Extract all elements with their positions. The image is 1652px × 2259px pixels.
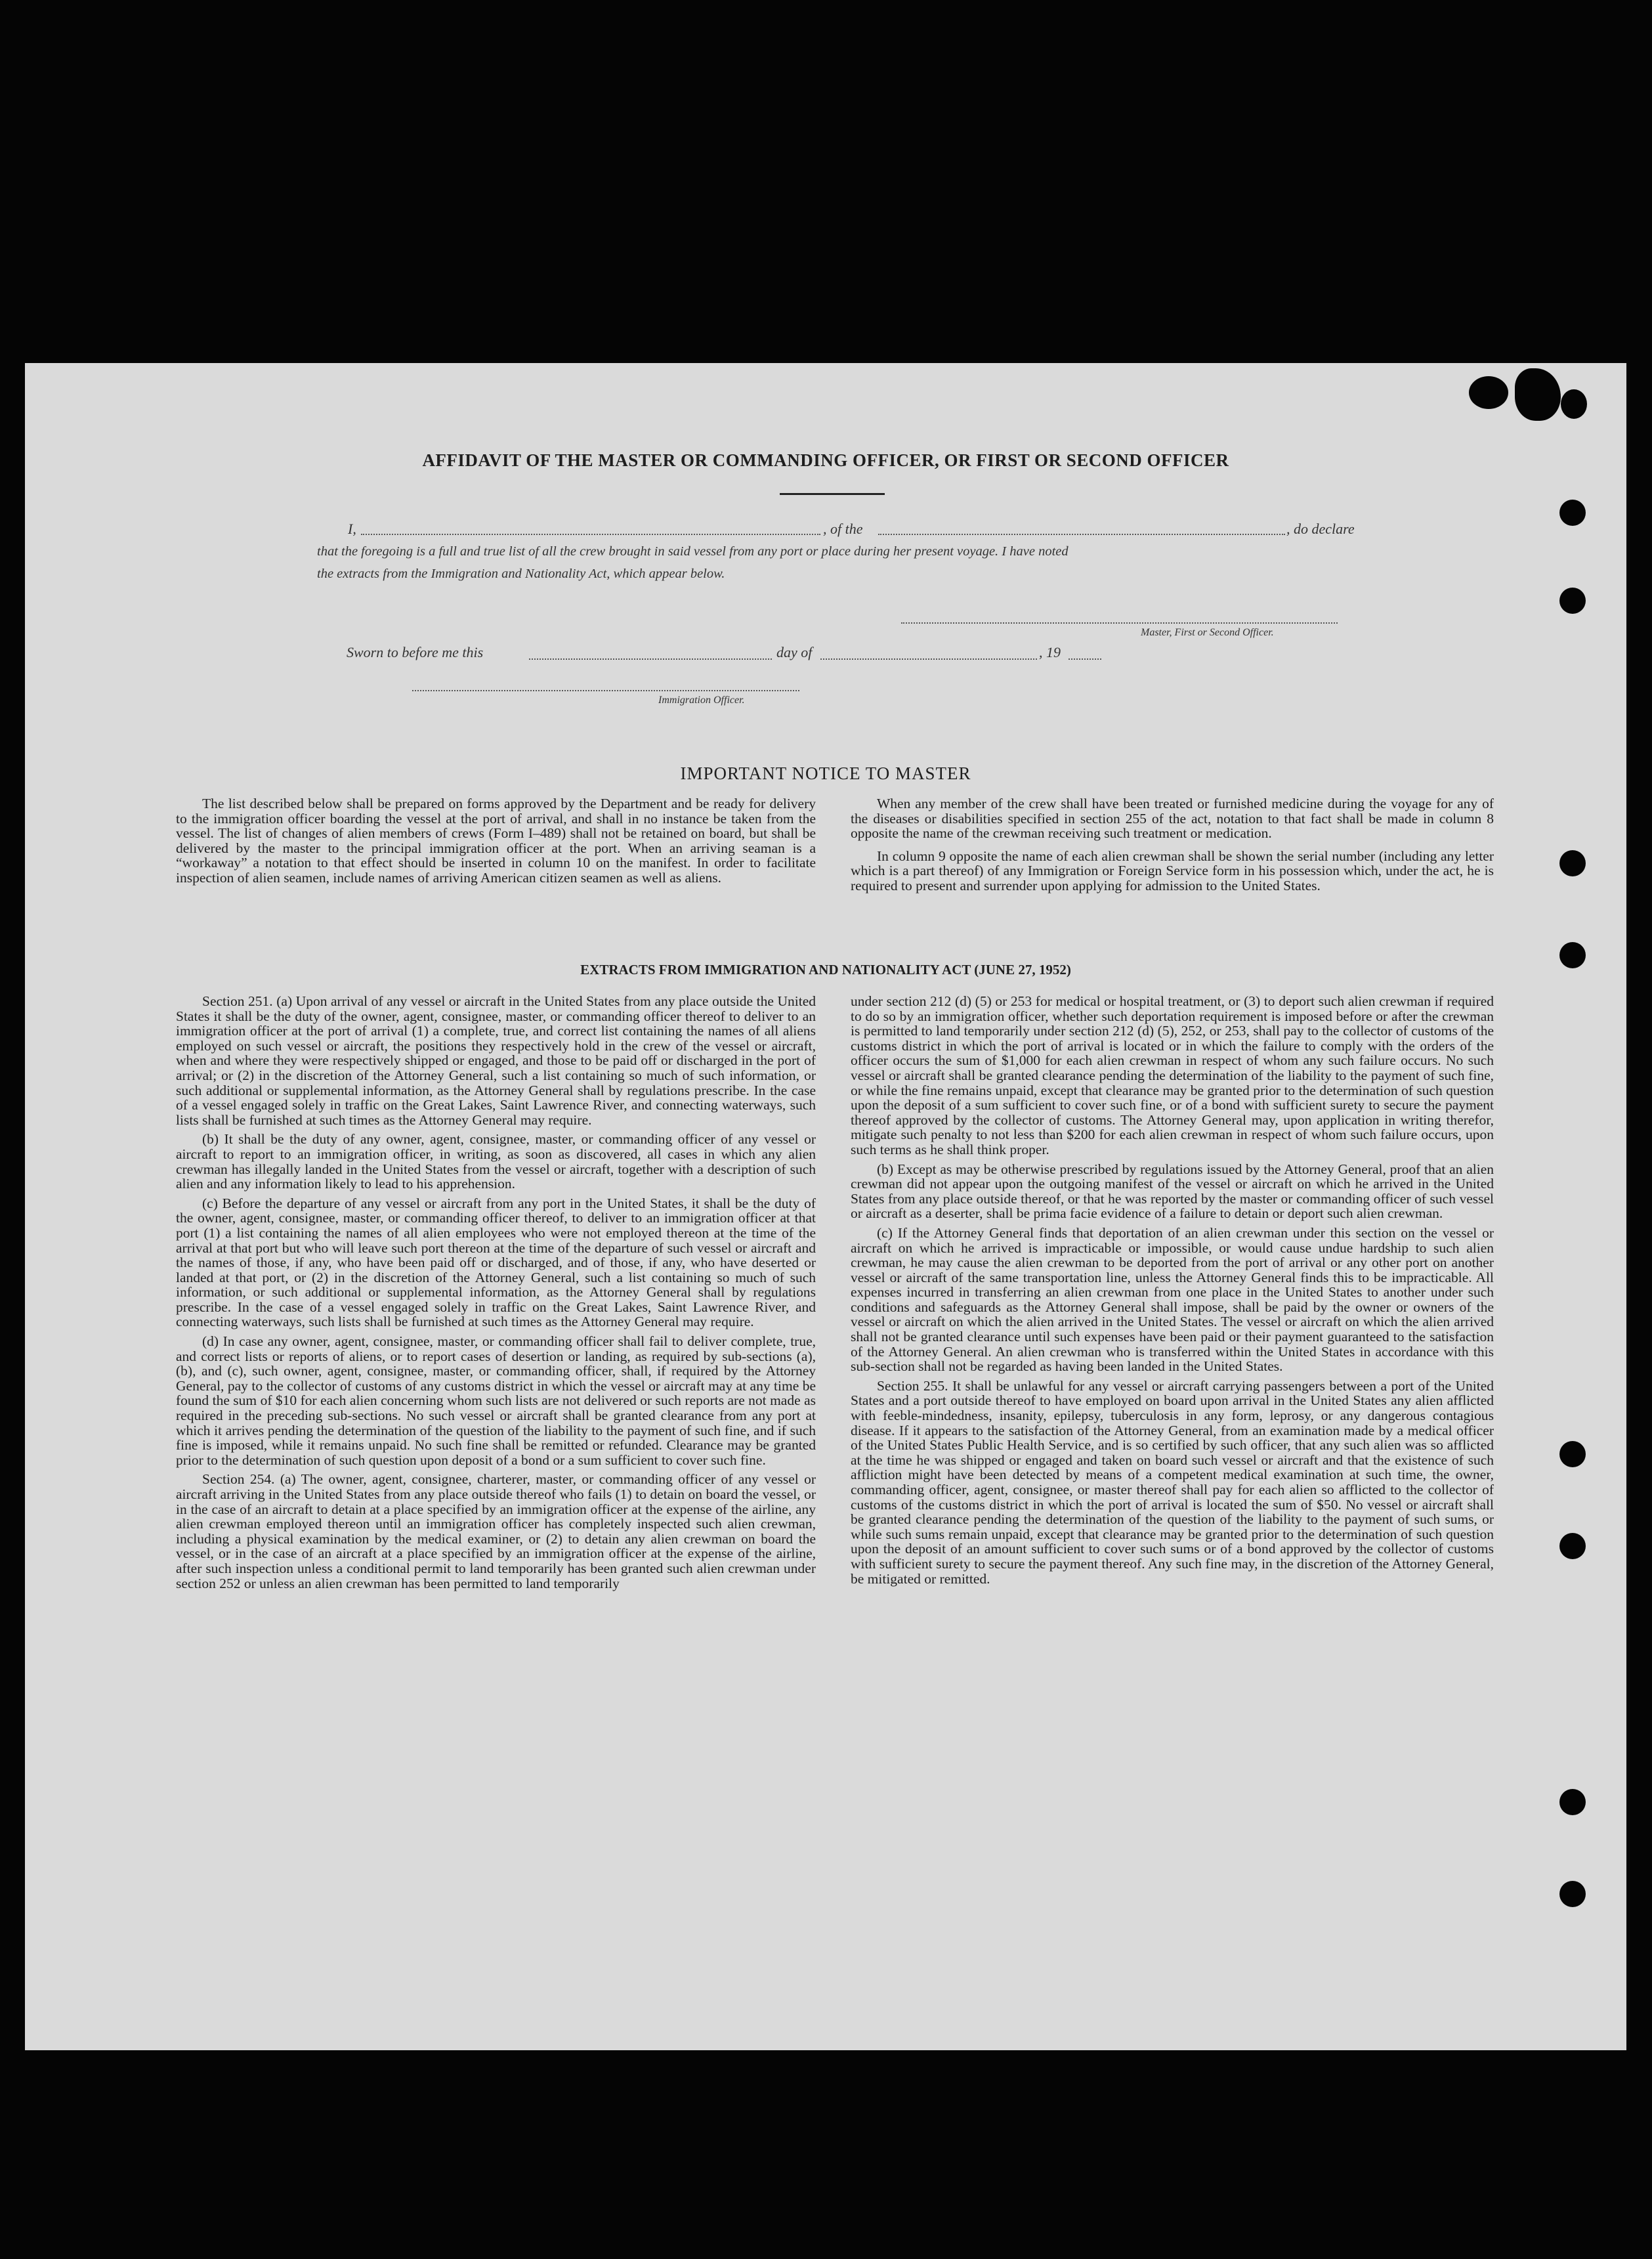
extracts-right-column xyxy=(851,994,1494,1586)
punch-hole xyxy=(1559,1441,1586,1467)
punch-hole xyxy=(1559,850,1586,876)
officer-caption: Immigration Officer. xyxy=(658,695,745,706)
punch-hole xyxy=(1559,588,1586,614)
ink-blot xyxy=(1469,376,1508,409)
affidavit-line-2: the extracts from the Immigration and Nationality Act, which appear below. xyxy=(317,567,725,581)
section-255: Section 255. It shall be unlawful for any vessel or aircraft carrying passengers between a port of the United States and a port outside thereof to have employed on board upon arrival in the United States any alien afflicted with feeble-mindedness, insanity, epilepsy, tuberculosis in any form, leprosy, or any dangerous contagious disease. If it appears to the satisfaction of the Attorney General, from an examination made by a medical officer of the United States Public Health Service, and is so certified by such officer, that any such alien was so afflicted at the time he was shipped or engaged and taken on board such vessel or aircraft and that the existence of such affliction might have been detected by means of a competent medical examination at such time, the owner, commanding officer, agent, consignee, or master thereof shall pay for each alien so afflicted to the collector of customs of the customs district in which the port of arrival is located the sum of $50. No vessel or aircraft shall be granted clearance pending the determination of the question of the liability to the payment of such sums, or while such sums remain unpaid, except that clearance may be granted prior to the determination of such question upon the deposit of an amount sufficient to cover such sums or of a bond approved by the collector of customs with sufficient surety to secure the payment thereof. Any such fine may, in the discretion of the Attorney General, be mitigated or remitted. xyxy=(851,1377,1494,1587)
ink-blot xyxy=(1515,368,1561,421)
sworn-label: Sworn to before me this xyxy=(347,644,484,660)
punch-hole xyxy=(1559,500,1586,526)
punch-hole xyxy=(1559,1789,1586,1815)
section-254a-continued: under section 212 (d) (5) or 253 for medical or hospital treatment, or (3) to deport such alien crewman if required to do so by an immigration officer, whether such deportation requirement is imposed before or after the crewman is permitted to land temporarily under section 212 (d) (5), 252, or 253, shall pay to the collector of customs of the customs district in which the port of arrival is located or in which the failure to comply with the orders of the officer occurs the sum of $1,000 for each alien crewman in respect of whom any such failure occurs. No such vessel or aircraft shall be granted clearance pending the determination of the liability to the payment of such fine, or while the fine remains unpaid, except that clearance may be granted prior to the determination of such question upon the deposit of a sum sufficient to cover such fine, or of a bond with sufficient surety to secure the payment thereof approved by the collector of customs. The Attorney General may, upon application in writing therefor, mitigate such penalty to not less than $200 for each alien crewman in respect of whom such failure occurs, upon such terms as he shall think proper. xyxy=(851,993,1494,1157)
notice-right-p2: In column 9 opposite the name of each alien crewman shall be shown the serial number (including any letter which is a part thereof) of any Immigration or Foreign Service form in his possession which, under the act, he is required to present and surrender upon applying for admission to the United States. xyxy=(851,848,1494,893)
section-251a: Section 251. (a) Upon arrival of any vessel or aircraft in the United States from any place outside the United States it shall be the duty of the owner, agent, consignee, master, or commanding officer thereof to deliver to an immigration officer at the port of arrival (1) a complete, true, and correct list containing the names of all aliens employed on such vessel or aircraft, the positions they respectively hold in the crew of the vessel or aircraft, when and where they were respectively shipped or engaged, and those to be paid off or discharged in the port of arrival; or (2) in the discretion of the Attorney General, such a list containing so much of such information, or such additional or supplemental information, as the Attorney General shall by regulations prescribe. In the case of a vessel engaged solely in traffic on the Great Lakes, Saint Lawrence River, and connecting waterways, such lists shall be furnished at such times as the Attorney General may require. xyxy=(176,993,816,1128)
sworn-year-field[interactable] xyxy=(1069,658,1101,660)
notice-right-column xyxy=(851,796,1494,893)
section-251d: (d) In case any owner, agent, consignee, master, or commanding officer shall fail to deliver complete, true, and correct lists or reports of aliens, or to report cases of desertion or landing, as required by sub-sections (a), (b), and (c), such owner, agent, consignee, master, or commanding officer, shall, if required by the Attorney General, pay to the collector of customs of any customs district in which the vessel or aircraft may at any time be found the sum of $10 for each alien concerning whom such lists are not delivered or such reports are not made as required in the preceding sub-sections. No such vessel or aircraft shall be granted clearance from any port at which it arrives pending the determination of the question of the liability to the payment of such fine, and if such fine is imposed, while it remains unpaid. No such fine shall be remitted or refunded. Clearance may be granted prior to the determination of such question upon deposit of a bond or a sum sufficient to cover such fine. xyxy=(176,1333,816,1468)
notice-title: IMPORTANT NOTICE TO MASTER xyxy=(680,764,971,783)
day-of-label: day of xyxy=(776,644,813,660)
notice-left-column xyxy=(176,796,816,886)
ink-blot xyxy=(1561,389,1587,419)
extracts-title: EXTRACTS FROM IMMIGRATION AND NATIONALITY ACT (JUNE 27, 1952) xyxy=(580,962,1071,978)
of-the-label: , of the xyxy=(823,521,863,537)
affidavit-title: AFFIDAVIT OF THE MASTER OR COMMANDING OFFICER, OR FIRST OR SECOND OFFICER xyxy=(422,450,1229,470)
section-251c: (c) Before the departure of any vessel or aircraft from any port in the United States, it shall be the duty of the owner, agent, consignee, master, or commanding officer thereof, to deliver to an immigration officer at that port (1) a list containing the names of all alien employees who were not employed thereon at the time of the arrival at that port but who will leave such port thereon at the time of the departure of such vessel or aircraft and the names of those, if any, who have been paid off or discharged, and of those, if any, who have deserted or landed at that port, or (2) in the discretion of the Attorney General, such a list containing so much of such information, or such additional or supplemental information, as the Attorney General shall by regulations prescribe. In the case of a vessel engaged solely in traffic on the Great Lakes, Saint Lawrence River, and connecting waterways, such lists shall be furnished at such times as the Attorney General may require. xyxy=(176,1195,816,1330)
section-254a: Section 254. (a) The owner, agent, consignee, charterer, master, or commanding officer of any vessel or aircraft arriving in the United States from any place outside thereof who fails (1) to detain on board the vessel, or in the case of an aircraft to detain at a place specified by an immigration officer at the expense of the airline, any alien crewman employed thereon until an immigration officer has completely inspected such alien crewman, including a physical examination by the medical examiner, or (2) to detain any alien crewman on board the vessel, or in the case of an aircraft at a place specified by an immigration officer at the expense of the airline, after such inspection unless a conditional permit to land temporarily has been granted such alien crewman under section 252 or unless an alien crewman has been permitted to land temporarily xyxy=(176,1471,816,1591)
officer-signature-line[interactable] xyxy=(412,690,799,691)
name-field[interactable] xyxy=(361,534,820,535)
notice-right-p1: When any member of the crew shall have been treated or furnished medicine during the voyage for any of the diseases or disabilities specified in section 255 of the act, notation to that fact shall be made in column 8 opposite the name of the crewman receiving such treatment or medication. xyxy=(851,796,1494,842)
notice-left-text: The list described below shall be prepared on forms approved by the Department and be ready for delivery to the immigration officer boarding the vessel at the port of arrival, and shall in no instance be taken from the vessel. The list of changes of alien members of crews (Form I–489) shall not be retained on board, but shall be delivered by the master to the principal immigration officer at the port. When an arriving seaman is a “workaway” a notation to that effect should be inserted in column 10 on the manifest. In order to facilitate inspection of alien seamen, include names of arriving American citizen seamen as well as aliens. xyxy=(176,796,816,886)
declare-label: , do declare xyxy=(1286,521,1355,537)
year-label: , 19 xyxy=(1039,644,1061,660)
affidavit-line-1: that the foregoing is a full and true list of all the crew brought in said vessel from any port or place during her present voyage. I have noted xyxy=(317,544,1069,559)
vessel-field[interactable] xyxy=(878,534,1285,535)
section-254b: (b) Except as may be otherwise prescribed by regulations issued by the Attorney General, proof that an alien crewman did not appear upon the outgoing manifest of the vessel or aircraft on which he arrived in the United States from any place outside thereof, or that he was reported by the master or commanding officer of such vessel or aircraft as a deserter, shall be prima facie evidence of a failure to detain or deport such alien crewman. xyxy=(851,1161,1494,1222)
punch-hole xyxy=(1559,1533,1586,1559)
section-251b: (b) It shall be the duty of any owner, agent, consignee, master, or commanding officer of any vessel or aircraft to report to an immigration officer, in writing, as soon as discovered, all cases in which any alien crewman has illegally landed in the United States from the vessel or aircraft, together with a description of such alien and any information likely to lead to his apprehension. xyxy=(176,1131,816,1192)
section-254c: (c) If the Attorney General finds that deportation of an alien crewman under this section on the vessel or aircraft on which he arrived is impracticable or impossible, or would cause undue hardship to such alien crewman, he may cause the alien crewman to be deported from the port of arrival or any other port on another vessel or aircraft of the same transportation line, unless the Attorney General finds this to be impracticable. All expenses incurred in transferring an alien crewman from one place in the United States to another under such conditions and safeguards as the Attorney General shall impose, shall be paid by the owner or owners of the vessel or aircraft on which the alien arrived in the United States. The vessel or aircraft on which the alien arrived shall not be granted clearance until such expenses have been paid or their payment guaranteed to the satisfaction of the Attorney General. An alien crewman who is transferred within the United States in accordance with this sub-section shall not be regarded as having been landed in the United States. xyxy=(851,1224,1494,1375)
sworn-day-field[interactable] xyxy=(529,658,772,660)
document-page xyxy=(25,363,1626,2050)
title-underline xyxy=(780,493,885,495)
punch-hole xyxy=(1559,1881,1586,1907)
i-label: I, xyxy=(348,521,356,537)
sworn-month-field[interactable] xyxy=(820,658,1037,660)
extracts-left-column xyxy=(176,994,816,1591)
master-signature-line[interactable] xyxy=(901,622,1338,624)
master-caption: Master, First or Second Officer. xyxy=(1141,627,1274,638)
